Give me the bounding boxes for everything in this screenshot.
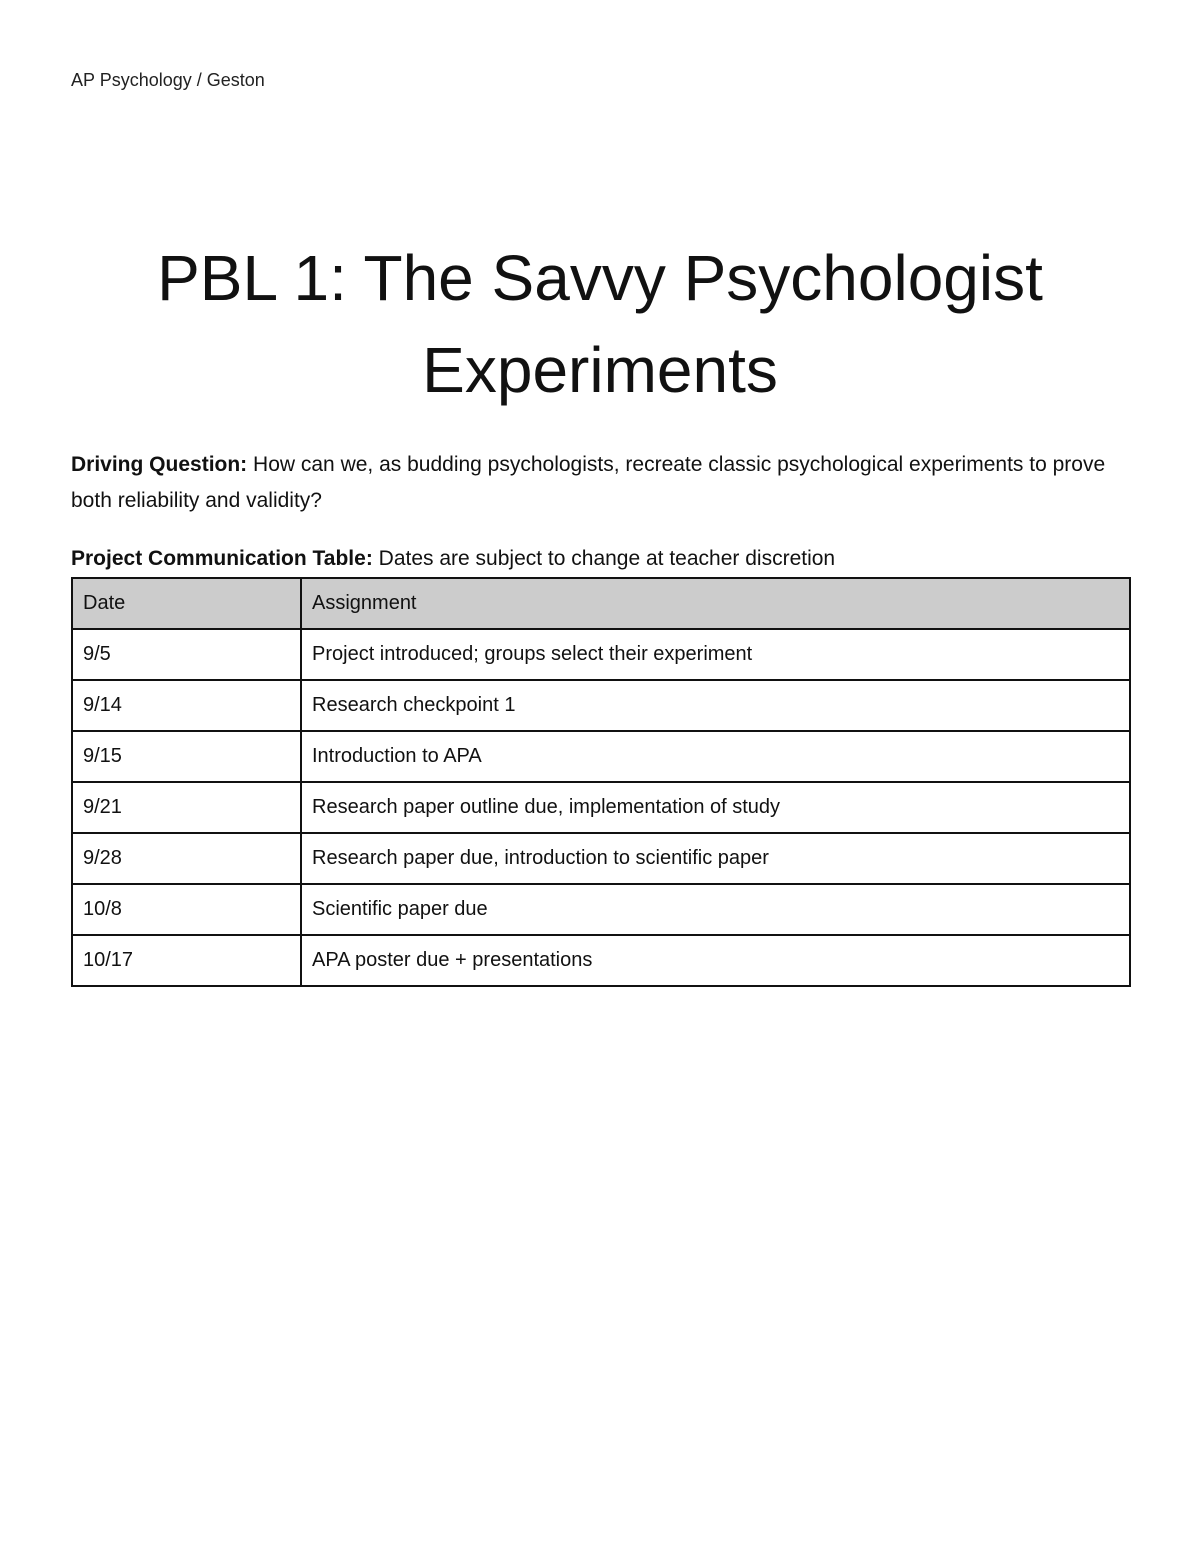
table-row [72, 833, 1130, 884]
row-assignment: Introduction to APA [301, 731, 1130, 782]
row-date: 10/8 [72, 884, 301, 935]
project-communication-table [71, 577, 1131, 987]
row-assignment: Research paper due, introduction to scientific paper [301, 833, 1130, 884]
row-date: 9/5 [72, 629, 301, 680]
table-row [72, 680, 1130, 731]
page-title-line-2: Experiments [422, 334, 778, 406]
table-row [72, 884, 1130, 935]
page-title [0, 232, 1200, 416]
communication-text: Dates are subject to change at teacher discretion [378, 547, 836, 570]
driving-question-label: Driving Question: [71, 453, 248, 476]
table-row [72, 731, 1130, 782]
row-date: 9/15 [72, 731, 301, 782]
row-date: 9/28 [72, 833, 301, 884]
page-title-line-1: PBL 1: The Savvy Psychologist [157, 242, 1043, 314]
row-assignment: Research checkpoint 1 [301, 680, 1130, 731]
table-row [72, 935, 1130, 986]
header-date: Date [72, 578, 301, 629]
table-header-row [72, 578, 1130, 629]
communication-note [71, 543, 1141, 575]
row-assignment: Project introduced; groups select their experiment [301, 629, 1130, 680]
row-assignment: APA poster due + presentations [301, 935, 1130, 986]
communication-label: Project Communication Table: [71, 547, 373, 570]
driving-question-text: How can we, as budding psychologists, recreate classic psychological experiments to prove both reliability and validity? [71, 453, 1106, 512]
row-date: 9/21 [72, 782, 301, 833]
row-date: 10/17 [72, 935, 301, 986]
table-row [72, 782, 1130, 833]
row-assignment: Scientific paper due [301, 884, 1130, 935]
row-assignment: Research paper outline due, implementation of study [301, 782, 1130, 833]
row-date: 9/14 [72, 680, 301, 731]
driving-question [71, 447, 1141, 519]
header-assignment: Assignment [301, 578, 1130, 629]
table-row [72, 629, 1130, 680]
course-header: AP Psychology / Geston [71, 70, 265, 90]
